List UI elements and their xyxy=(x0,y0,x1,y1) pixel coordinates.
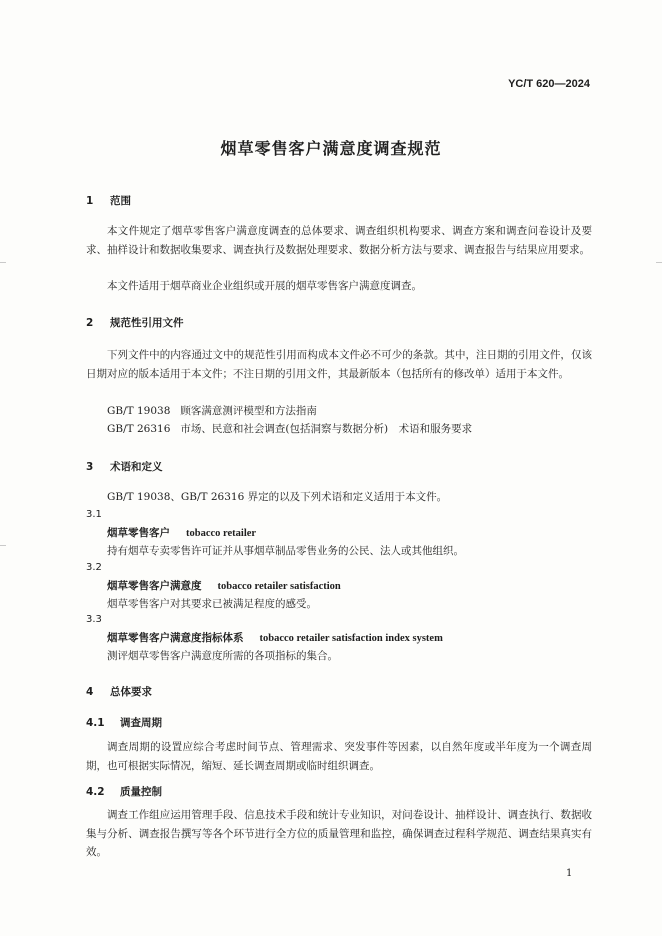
scan-edge-mark xyxy=(0,545,6,546)
term-heading xyxy=(107,525,256,540)
section-title: 范围 xyxy=(110,195,131,207)
section-number: 1 xyxy=(86,195,94,207)
term-chinese: 烟草零售客户满意度 xyxy=(107,580,202,592)
section-title: 总体要求 xyxy=(110,686,152,698)
subsection-title: 质量控制 xyxy=(120,786,162,798)
section-title: 规范性引用文件 xyxy=(110,317,184,329)
section-number: 3 xyxy=(86,461,94,473)
reference-code: GB/T 19038 xyxy=(107,405,171,417)
subsection-number: 4.1 xyxy=(86,717,105,729)
term-english: tobacco retailer satisfaction index system xyxy=(259,633,443,644)
subsection-number: 4.2 xyxy=(86,786,105,798)
section-2-heading xyxy=(86,315,184,330)
section-1-heading xyxy=(86,193,131,208)
section-1-paragraph-1: 本文件规定了烟草零售客户满意度调查的总体要求、调查组织机构要求、调查方案和调查问卷设计及要求、抽样设计和数据收集要求、调查执行及数据处理要求、数据分析方法与要求、调查报告与结果应用要求。 xyxy=(86,225,592,256)
reference-name: 顾客满意测评模型和方法指南 xyxy=(180,405,317,417)
reference-code: GB/T 26316 xyxy=(107,423,171,435)
scan-edge-mark xyxy=(656,262,662,263)
subsection-title: 调查周期 xyxy=(120,717,162,729)
section-number: 2 xyxy=(86,317,94,329)
section-3-paragraph-1: GB/T 19038、GB/T 26316 界定的以及下列术语和定义适用于本文件。 xyxy=(107,491,448,503)
page-number: 1 xyxy=(566,868,573,879)
section-4-2-heading xyxy=(86,784,162,799)
term-chinese: 烟草零售客户满意度指标体系 xyxy=(107,632,244,644)
normative-reference-2 xyxy=(107,421,472,436)
document-title: 烟草零售客户满意度调查规范 xyxy=(220,139,442,158)
term-definition: 烟草零售客户对其要求已被满足程度的感受。 xyxy=(107,598,317,610)
normative-reference-1 xyxy=(107,403,317,418)
section-number: 4 xyxy=(86,686,94,698)
section-1-paragraph-2: 本文件适用于烟草商业企业组织或开展的烟草零售客户满意度调查。 xyxy=(107,280,422,292)
term-english: tobacco retailer xyxy=(186,528,257,539)
term-heading xyxy=(107,578,341,593)
term-number: 3.1 xyxy=(86,509,102,520)
term-chinese: 烟草零售客户 xyxy=(107,527,170,539)
section-4-1-paragraph: 调查周期的设置应综合考虑时间节点、管理需求、突发事件等因素，以自然年度或半年度为一个调查周期，也可根据实际情况，缩短、延长调查周期或临时组织调查。 xyxy=(86,741,592,772)
term-definition: 持有烟草专卖零售许可证并从事烟草制品零售业务的公民、法人或其他组织。 xyxy=(107,545,464,557)
term-number: 3.2 xyxy=(86,562,102,573)
section-3-heading xyxy=(86,459,163,474)
term-english: tobacco retailer satisfaction xyxy=(217,581,341,592)
section-4-2-paragraph: 调查工作组应运用管理手段、信息技术手段和统计专业知识，对问卷设计、抽样设计、调查执行、数据收集与分析、调查报告撰写等各个环节进行全方位的质量管理和监控，确保调查过程科学规范、调查结果真实有效。 xyxy=(86,809,592,858)
term-heading xyxy=(107,630,443,645)
standard-code: YC/T 620—2024 xyxy=(508,78,590,90)
scan-edge-mark xyxy=(0,262,6,263)
section-2-paragraph-1: 下列文件中的内容通过文中的规范性引用而构成本文件必不可少的条款。其中，注日期的引用文件，仅该日期对应的版本适用于本文件；不注日期的引用文件，其最新版本（包括所有的修改单）适用于本文件。 xyxy=(86,349,592,380)
term-definition: 测评烟草零售客户满意度所需的各项指标的集合。 xyxy=(107,650,338,662)
section-4-1-heading xyxy=(86,715,162,730)
reference-name: 市场、民意和社会调查(包括洞察与数据分析) 术语和服务要求 xyxy=(180,423,473,435)
section-title: 术语和定义 xyxy=(110,461,163,473)
section-4-heading xyxy=(86,684,152,699)
term-number: 3.3 xyxy=(86,614,102,625)
